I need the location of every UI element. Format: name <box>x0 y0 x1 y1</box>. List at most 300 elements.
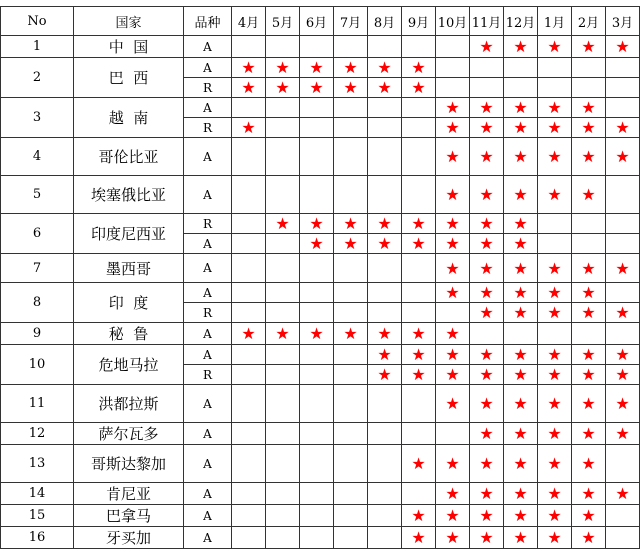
table-row <box>1 483 640 505</box>
variety-code: R <box>184 118 232 138</box>
table-row <box>1 423 640 445</box>
variety-code: A <box>184 323 232 345</box>
month-cell <box>606 58 640 78</box>
month-cell <box>470 365 504 385</box>
month-cell <box>334 176 368 214</box>
month-cell <box>300 118 334 138</box>
header-month: 4月 <box>232 7 266 36</box>
star-icon: ★ <box>275 78 290 97</box>
month-cell <box>436 283 470 303</box>
month-cell <box>470 58 504 78</box>
month-cell <box>470 138 504 176</box>
star-icon: ★ <box>411 78 426 97</box>
month-cell <box>572 445 606 483</box>
country-name: 肯尼亚 <box>74 483 184 505</box>
star-icon: ★ <box>615 365 630 384</box>
month-cell <box>402 303 436 323</box>
star-icon: ★ <box>479 214 494 233</box>
month-cell <box>504 58 538 78</box>
star-icon: ★ <box>479 345 494 364</box>
month-cell <box>300 303 334 323</box>
month-cell <box>232 283 266 303</box>
month-cell <box>266 138 300 176</box>
month-cell <box>266 118 300 138</box>
month-cell <box>572 118 606 138</box>
month-cell <box>538 118 572 138</box>
table-row <box>1 36 640 58</box>
star-icon: ★ <box>479 484 494 503</box>
month-cell <box>402 176 436 214</box>
star-icon: ★ <box>479 506 494 525</box>
month-cell <box>572 138 606 176</box>
month-cell <box>368 254 402 283</box>
header-row <box>1 7 640 36</box>
month-cell <box>572 303 606 323</box>
star-icon: ★ <box>275 58 290 77</box>
variety-code: A <box>184 234 232 254</box>
country-name: 哥斯达黎加 <box>74 445 184 483</box>
month-cell <box>538 254 572 283</box>
star-icon: ★ <box>547 303 562 322</box>
star-icon: ★ <box>479 118 494 137</box>
header-month: 11月 <box>470 7 504 36</box>
month-cell <box>300 423 334 445</box>
star-icon: ★ <box>513 234 528 253</box>
star-icon: ★ <box>445 258 460 278</box>
month-cell <box>436 445 470 483</box>
header-month: 8月 <box>368 7 402 36</box>
month-cell <box>538 78 572 98</box>
star-icon: ★ <box>615 258 630 278</box>
month-cell <box>572 323 606 345</box>
month-cell <box>266 423 300 445</box>
star-icon: ★ <box>445 118 460 137</box>
month-cell <box>334 36 368 58</box>
month-cell <box>572 234 606 254</box>
star-icon: ★ <box>479 234 494 253</box>
star-icon: ★ <box>547 118 562 137</box>
star-icon: ★ <box>513 214 528 233</box>
country-name: 牙买加 <box>74 527 184 549</box>
month-cell <box>538 505 572 527</box>
star-icon: ★ <box>581 506 596 525</box>
row-number: 16 <box>1 527 74 549</box>
month-cell <box>232 98 266 118</box>
month-cell <box>470 423 504 445</box>
month-cell <box>504 254 538 283</box>
star-icon: ★ <box>445 394 460 413</box>
month-cell <box>504 98 538 118</box>
month-cell <box>368 505 402 527</box>
star-icon: ★ <box>513 365 528 384</box>
star-icon: ★ <box>479 37 494 56</box>
month-cell <box>504 234 538 254</box>
month-cell <box>232 118 266 138</box>
month-cell <box>538 98 572 118</box>
month-cell <box>504 303 538 323</box>
month-cell <box>402 283 436 303</box>
month-cell <box>436 254 470 283</box>
month-cell <box>232 385 266 423</box>
header-month: 10月 <box>436 7 470 36</box>
star-icon: ★ <box>479 98 494 117</box>
month-cell <box>300 98 334 118</box>
country-name: 危地马拉 <box>74 345 184 385</box>
star-icon: ★ <box>547 98 562 117</box>
row-number: 6 <box>1 214 74 254</box>
month-cell <box>572 385 606 423</box>
star-icon: ★ <box>241 78 256 97</box>
month-cell <box>504 138 538 176</box>
month-cell <box>266 58 300 78</box>
month-cell <box>504 36 538 58</box>
star-icon: ★ <box>581 528 596 547</box>
star-icon: ★ <box>581 454 596 473</box>
row-number: 2 <box>1 58 74 98</box>
month-cell <box>232 176 266 214</box>
month-cell <box>470 176 504 214</box>
star-icon: ★ <box>581 147 596 166</box>
month-cell <box>368 58 402 78</box>
header-month: 6月 <box>300 7 334 36</box>
star-icon: ★ <box>615 394 630 413</box>
month-cell <box>402 254 436 283</box>
month-cell <box>470 303 504 323</box>
star-icon: ★ <box>615 118 630 137</box>
star-icon: ★ <box>547 506 562 525</box>
star-icon: ★ <box>513 345 528 364</box>
variety-code: A <box>184 283 232 303</box>
star-icon: ★ <box>377 345 392 364</box>
country-name: 印度尼西亚 <box>74 214 184 254</box>
star-icon: ★ <box>445 234 460 253</box>
month-cell <box>606 505 640 527</box>
star-icon: ★ <box>581 394 596 413</box>
month-cell <box>504 323 538 345</box>
month-cell <box>606 365 640 385</box>
country-name: 巴 西 <box>74 58 184 98</box>
month-cell <box>266 254 300 283</box>
month-cell <box>266 445 300 483</box>
star-icon: ★ <box>547 394 562 413</box>
header-month: 1月 <box>538 7 572 36</box>
star-icon: ★ <box>411 234 426 253</box>
month-cell <box>606 303 640 323</box>
month-cell <box>436 138 470 176</box>
month-cell <box>538 323 572 345</box>
star-icon: ★ <box>377 234 392 253</box>
month-cell <box>334 527 368 549</box>
star-icon: ★ <box>445 214 460 233</box>
month-cell <box>606 345 640 365</box>
month-cell <box>538 176 572 214</box>
header-month: 9月 <box>402 7 436 36</box>
row-number: 5 <box>1 176 74 214</box>
table-row <box>1 176 640 214</box>
variety-code: A <box>184 483 232 505</box>
month-cell <box>300 385 334 423</box>
star-icon: ★ <box>547 345 562 364</box>
month-cell <box>300 483 334 505</box>
variety-code: A <box>184 423 232 445</box>
variety-code: A <box>184 505 232 527</box>
month-cell <box>334 365 368 385</box>
month-cell <box>538 385 572 423</box>
country-name: 洪都拉斯 <box>74 385 184 423</box>
month-cell <box>470 323 504 345</box>
variety-code: A <box>184 176 232 214</box>
month-cell <box>572 176 606 214</box>
month-cell <box>300 58 334 78</box>
star-icon: ★ <box>377 324 392 343</box>
star-icon: ★ <box>615 424 630 443</box>
month-cell <box>368 423 402 445</box>
star-icon: ★ <box>479 454 494 473</box>
header-month: 2月 <box>572 7 606 36</box>
star-icon: ★ <box>513 283 528 302</box>
month-cell <box>504 527 538 549</box>
star-icon: ★ <box>513 506 528 525</box>
month-cell <box>300 323 334 345</box>
month-cell <box>436 98 470 118</box>
star-icon: ★ <box>615 345 630 364</box>
star-icon: ★ <box>547 258 562 278</box>
country-name: 越 南 <box>74 98 184 138</box>
month-cell <box>266 345 300 365</box>
month-cell <box>266 385 300 423</box>
star-icon: ★ <box>411 454 426 473</box>
month-cell <box>538 303 572 323</box>
variety-code: R <box>184 365 232 385</box>
star-icon: ★ <box>445 365 460 384</box>
month-cell <box>402 98 436 118</box>
month-cell <box>436 423 470 445</box>
month-cell <box>606 483 640 505</box>
month-cell <box>572 36 606 58</box>
month-cell <box>606 138 640 176</box>
month-cell <box>572 98 606 118</box>
month-cell <box>232 58 266 78</box>
month-cell <box>504 483 538 505</box>
month-cell <box>572 365 606 385</box>
month-cell <box>368 214 402 234</box>
star-icon: ★ <box>343 214 358 233</box>
month-cell <box>232 445 266 483</box>
month-cell <box>504 78 538 98</box>
star-icon: ★ <box>547 528 562 547</box>
month-cell <box>334 214 368 234</box>
star-icon: ★ <box>547 37 562 56</box>
month-cell <box>402 365 436 385</box>
month-cell <box>402 505 436 527</box>
month-cell <box>232 527 266 549</box>
table-row <box>1 385 640 423</box>
variety-code: R <box>184 78 232 98</box>
star-icon: ★ <box>581 484 596 503</box>
month-cell <box>334 138 368 176</box>
month-cell <box>402 78 436 98</box>
star-icon: ★ <box>377 214 392 233</box>
row-number: 10 <box>1 345 74 385</box>
star-icon: ★ <box>581 118 596 137</box>
row-number: 4 <box>1 138 74 176</box>
month-cell <box>470 36 504 58</box>
header-month: 5月 <box>266 7 300 36</box>
month-cell <box>470 483 504 505</box>
star-icon: ★ <box>241 118 256 137</box>
month-cell <box>572 58 606 78</box>
star-icon: ★ <box>479 528 494 547</box>
month-cell <box>232 36 266 58</box>
month-cell <box>538 58 572 78</box>
star-icon: ★ <box>615 37 630 56</box>
star-icon: ★ <box>377 58 392 77</box>
star-icon: ★ <box>581 258 596 278</box>
month-cell <box>232 303 266 323</box>
month-cell <box>470 214 504 234</box>
star-icon: ★ <box>309 234 324 253</box>
month-cell <box>606 385 640 423</box>
star-icon: ★ <box>309 214 324 233</box>
month-cell <box>538 36 572 58</box>
month-cell <box>368 98 402 118</box>
row-number: 12 <box>1 423 74 445</box>
month-cell <box>232 254 266 283</box>
star-icon: ★ <box>343 78 358 97</box>
star-icon: ★ <box>445 147 460 166</box>
month-cell <box>266 36 300 58</box>
month-cell <box>300 234 334 254</box>
month-cell <box>572 345 606 365</box>
month-cell <box>402 323 436 345</box>
month-cell <box>606 323 640 345</box>
month-cell <box>266 78 300 98</box>
star-icon: ★ <box>343 234 358 253</box>
variety-code: A <box>184 58 232 78</box>
month-cell <box>402 234 436 254</box>
month-cell <box>334 385 368 423</box>
month-cell <box>300 78 334 98</box>
star-icon: ★ <box>445 454 460 473</box>
table-row <box>1 138 640 176</box>
month-cell <box>504 365 538 385</box>
month-cell <box>436 385 470 423</box>
star-icon: ★ <box>309 58 324 77</box>
month-cell <box>266 214 300 234</box>
month-cell <box>402 58 436 78</box>
star-icon: ★ <box>275 214 290 233</box>
month-cell <box>266 505 300 527</box>
month-cell <box>368 36 402 58</box>
month-cell <box>368 138 402 176</box>
month-cell <box>606 423 640 445</box>
month-cell <box>266 234 300 254</box>
month-cell <box>470 118 504 138</box>
month-cell <box>300 445 334 483</box>
month-cell <box>402 36 436 58</box>
month-cell <box>368 345 402 365</box>
month-cell <box>538 214 572 234</box>
star-icon: ★ <box>343 58 358 77</box>
month-cell <box>436 483 470 505</box>
month-cell <box>572 254 606 283</box>
month-cell <box>266 483 300 505</box>
month-cell <box>232 214 266 234</box>
month-cell <box>436 234 470 254</box>
month-cell <box>470 98 504 118</box>
star-icon: ★ <box>615 484 630 503</box>
star-icon: ★ <box>411 214 426 233</box>
star-icon: ★ <box>479 424 494 443</box>
country-name: 巴拿马 <box>74 505 184 527</box>
month-cell <box>300 176 334 214</box>
month-cell <box>504 118 538 138</box>
table-row <box>1 214 640 234</box>
month-cell <box>334 303 368 323</box>
month-cell <box>300 138 334 176</box>
star-icon: ★ <box>411 58 426 77</box>
month-cell <box>368 365 402 385</box>
month-cell <box>572 214 606 234</box>
month-cell <box>470 345 504 365</box>
star-icon: ★ <box>411 528 426 547</box>
month-cell <box>504 345 538 365</box>
country-name: 秘 鲁 <box>74 323 184 345</box>
month-cell <box>266 303 300 323</box>
star-icon: ★ <box>547 147 562 166</box>
month-cell <box>232 138 266 176</box>
month-cell <box>334 445 368 483</box>
month-cell <box>538 365 572 385</box>
month-cell <box>606 527 640 549</box>
month-cell <box>300 365 334 385</box>
star-icon: ★ <box>479 258 494 278</box>
month-cell <box>538 234 572 254</box>
month-cell <box>606 283 640 303</box>
month-cell <box>436 214 470 234</box>
month-cell <box>232 483 266 505</box>
table-row <box>1 323 640 345</box>
month-cell <box>266 323 300 345</box>
header-month: 3月 <box>606 7 640 36</box>
month-cell <box>470 527 504 549</box>
row-number: 7 <box>1 254 74 283</box>
month-cell <box>334 345 368 365</box>
month-cell <box>300 527 334 549</box>
star-icon: ★ <box>445 345 460 364</box>
star-icon: ★ <box>547 484 562 503</box>
month-cell <box>436 345 470 365</box>
table-row <box>1 58 640 78</box>
star-icon: ★ <box>479 283 494 302</box>
star-icon: ★ <box>547 283 562 302</box>
star-icon: ★ <box>513 528 528 547</box>
star-icon: ★ <box>581 37 596 56</box>
variety-code: A <box>184 385 232 423</box>
month-cell <box>300 254 334 283</box>
harvest-calendar-table <box>0 6 640 549</box>
country-name: 哥伦比亚 <box>74 138 184 176</box>
month-cell <box>538 527 572 549</box>
month-cell <box>572 483 606 505</box>
month-cell <box>606 214 640 234</box>
month-cell <box>470 283 504 303</box>
star-icon: ★ <box>445 506 460 525</box>
month-cell <box>368 483 402 505</box>
header-month: 7月 <box>334 7 368 36</box>
month-cell <box>436 365 470 385</box>
month-cell <box>606 176 640 214</box>
